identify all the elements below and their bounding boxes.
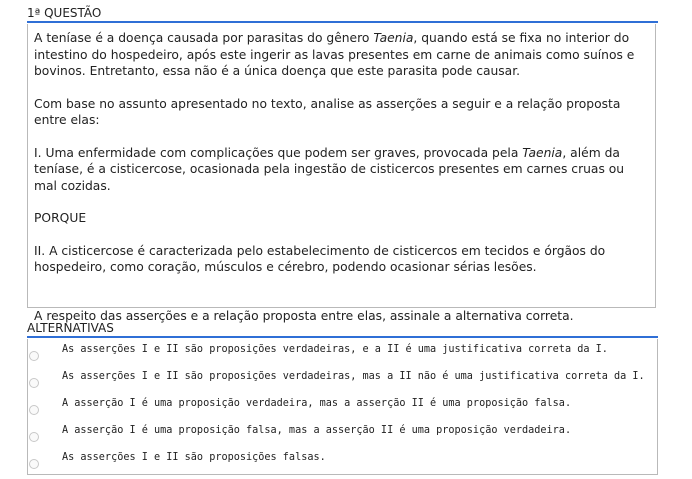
alternative-label[interactable]: As asserções I e II são proposições falsas. xyxy=(62,452,326,463)
assertion-1-text-2: , além da teníase, é a cisticercose, ocasionada pela ingestão de cisticercos presentes em carnes cruas ou mal cozidas. xyxy=(34,145,625,193)
alternatives-title-underline xyxy=(27,336,658,338)
radio-button[interactable] xyxy=(29,351,39,361)
alternative-label[interactable]: A asserção I é uma proposição verdadeira, mas a asserção II é uma proposição falsa. xyxy=(62,398,572,409)
radio-button[interactable] xyxy=(29,405,39,415)
question-intro xyxy=(34,30,648,80)
question-header xyxy=(27,6,658,24)
intro-text-2: , quando está se fixa no interior do intestino do hospedeiro, após este ingerir as lavas presentes em carne de animais como suínos e bovinos. Entretanto, essa não é a única doença que este parasita pode causar. xyxy=(34,31,635,78)
alternative-option[interactable] xyxy=(28,341,657,367)
intro-italic-genus: Taenia xyxy=(373,31,414,45)
assertion-1 xyxy=(34,145,648,195)
intro-text-1: A teníase é a doença causada por parasitas do gênero xyxy=(34,31,374,45)
alternative-label[interactable]: As asserções I e II são proposições verdadeiras, mas a II não é uma justificativa correta da I. xyxy=(62,371,645,382)
assertion-2: II. A cisticercose é caracterizada pelo estabelecimento de cisticercos em tecidos e órgãos do hospedeiro, como coração, músculos e cérebro, podendo ocasionar sérias lesões. xyxy=(34,243,606,274)
assertion-1-text-1: I. Uma enfermidade com complicações que podem ser graves, provocada pela xyxy=(34,145,523,160)
assertion-connector: PORQUE xyxy=(34,211,87,225)
question-text xyxy=(34,30,648,324)
alternative-option[interactable] xyxy=(28,422,657,448)
question-instruction: Com base no assunto apresentado no texto, analise as asserções a seguir e a relação proposta entre elas: xyxy=(34,96,621,127)
radio-button[interactable] xyxy=(29,459,39,469)
question-prompt: A respeito das asserções e a relação proposta entre elas, assinale a alternativa correta. xyxy=(34,308,574,323)
alternatives-header xyxy=(27,321,658,339)
alternative-option[interactable] xyxy=(28,368,657,394)
radio-button[interactable] xyxy=(29,432,39,442)
alternative-option[interactable] xyxy=(28,395,657,421)
alternative-option[interactable] xyxy=(28,449,657,475)
alternatives-title: ALTERNATIVAS xyxy=(27,321,114,335)
question-title: 1ª QUESTÃO xyxy=(27,6,102,20)
alternatives-box xyxy=(27,339,658,475)
assertion-1-italic-genus: Taenia xyxy=(522,145,563,160)
alternative-label[interactable]: A asserção I é uma proposição falsa, mas a asserção II é uma proposição verdadeira. xyxy=(62,425,572,436)
alternative-label[interactable]: As asserções I e II são proposições verdadeiras, e a II é uma justificativa correta da I. xyxy=(62,344,608,355)
radio-button[interactable] xyxy=(29,378,39,388)
question-title-underline xyxy=(27,21,658,23)
question-box xyxy=(27,24,656,323)
